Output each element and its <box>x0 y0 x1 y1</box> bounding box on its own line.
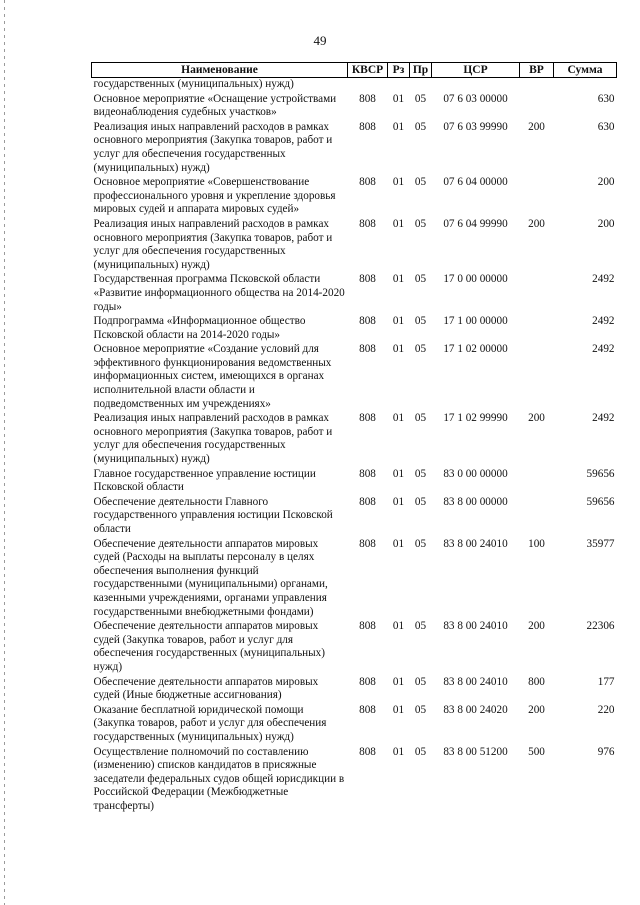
cell-sum <box>554 78 617 93</box>
cell-name: государственных (муниципальных) нужд) <box>93 78 294 90</box>
cell-sum: 59656 <box>586 467 615 480</box>
cell-kvsr: 808 <box>359 537 376 550</box>
cell-vr <box>520 343 554 412</box>
cell-sum: 2492 <box>592 315 615 328</box>
cell-rz: 01 <box>392 537 405 550</box>
cell-csr: 07 6 03 99990 <box>443 120 508 133</box>
cell-rz: 01 <box>392 745 405 758</box>
table-row <box>92 538 617 621</box>
cell-kvsr: 808 <box>359 412 376 425</box>
cell-name: Обеспечение деятельности аппаратов мировых судей (Иные бюджетные ассигнования) <box>93 675 319 702</box>
cell-kvsr: 808 <box>359 176 376 189</box>
cell-rz: 01 <box>392 412 405 425</box>
cell-sum: 22306 <box>586 620 615 633</box>
cell-sum: 2492 <box>592 343 615 356</box>
header-rz: Рз <box>388 63 410 78</box>
cell-csr: 83 8 00 24020 <box>443 703 508 716</box>
cell-pr: 05 <box>414 620 427 633</box>
cell-csr: 83 8 00 24010 <box>443 537 508 550</box>
cell-pr: 05 <box>414 92 427 105</box>
cell-sum: 200 <box>597 217 615 230</box>
table-row <box>92 121 617 176</box>
header-pr: Пр <box>410 63 432 78</box>
cell-name: Основное мероприятие «Создание условий для эффективного функционирования ведомственных информационных систем, имеющихся в органах исполнительной власти области и подведомственных им учреждениях» <box>93 343 332 410</box>
cell-sum: 200 <box>597 176 615 189</box>
cell-name: Государственная программа Псковской области «Развитие информационного общества на 2014-2020 годы» <box>93 273 345 313</box>
table-row <box>92 704 617 746</box>
cell-vr <box>520 93 554 121</box>
cell-pr: 05 <box>414 467 427 480</box>
table-row <box>92 676 617 704</box>
cell-pr: 05 <box>414 495 427 508</box>
cell-name: Подпрограмма «Информационное общество Псковской области на 2014-2020 годы» <box>93 315 306 341</box>
cell-sum: 220 <box>597 703 615 716</box>
cell-pr: 05 <box>414 537 427 550</box>
table-row <box>92 78 617 93</box>
cell-rz: 01 <box>392 120 405 133</box>
budget-table <box>91 62 617 814</box>
table-row <box>92 176 617 218</box>
cell-vr <box>520 496 554 538</box>
cell-vr <box>520 468 554 496</box>
table-row <box>92 218 617 273</box>
cell-pr: 05 <box>414 745 427 758</box>
cell-vr: 200 <box>528 217 545 230</box>
cell-sum: 177 <box>597 675 615 688</box>
cell-name: Обеспечение деятельности аппаратов мировых судей (Расходы на выплаты персоналу в целях обеспечения выполнения функций государственными (муниципальными) органами, казенными учреждениями, органами управления государственными внебюджетными фондами) <box>93 537 328 618</box>
table-body <box>92 78 617 815</box>
cell-vr: 100 <box>528 537 545 550</box>
cell-kvsr: 808 <box>359 315 376 328</box>
cell-pr: 05 <box>414 217 427 230</box>
cell-csr: 83 8 00 00000 <box>443 495 508 508</box>
cell-pr: 05 <box>414 315 427 328</box>
cell-vr: 200 <box>528 120 545 133</box>
cell-vr: 200 <box>528 703 545 716</box>
table-row <box>92 746 617 815</box>
cell-name: Реализация иных направлений расходов в рамках основного мероприятия (Закупка товаров, работ и услуг для обеспечения государственных (муниципальных) нужд) <box>93 412 333 466</box>
cell-csr: 17 1 00 00000 <box>443 315 508 328</box>
cell-csr: 07 6 04 00000 <box>443 176 508 189</box>
header-name: Наименование <box>92 63 348 78</box>
cell-vr <box>520 176 554 218</box>
cell-sum: 630 <box>597 120 615 133</box>
cell-vr <box>520 315 554 343</box>
header-vr: ВР <box>520 63 554 78</box>
cell-pr: 05 <box>414 343 427 356</box>
cell-kvsr: 808 <box>359 745 376 758</box>
cell-rz: 01 <box>392 620 405 633</box>
cell-name: Оказание бесплатной юридической помощи (Закупка товаров, работ и услуг для обеспечения государственных (муниципальных) нужд) <box>93 703 327 743</box>
cell-name: Обеспечение деятельности Главного государственного управления юстиции Псковской области <box>93 495 333 535</box>
cell-kvsr: 808 <box>359 120 376 133</box>
cell-sum: 35977 <box>586 537 615 550</box>
cell-vr <box>520 273 554 315</box>
cell-rz: 01 <box>392 315 405 328</box>
cell-rz: 01 <box>392 495 405 508</box>
cell-csr: 17 0 00 00000 <box>443 273 508 286</box>
cell-rz: 01 <box>392 467 405 480</box>
table-row <box>92 315 617 343</box>
cell-rz: 01 <box>392 176 405 189</box>
cell-vr: 500 <box>528 745 545 758</box>
cell-sum: 2492 <box>592 273 615 286</box>
cell-name: Реализация иных направлений расходов в рамках основного мероприятия (Закупка товаров, работ и услуг для обеспечения государственных (муниципальных) нужд) <box>93 120 333 174</box>
page-number: 49 <box>313 33 327 48</box>
cell-kvsr: 808 <box>359 620 376 633</box>
cell-pr: 05 <box>414 675 427 688</box>
cell-rz: 01 <box>392 217 405 230</box>
cell-csr: 83 8 00 24010 <box>443 675 508 688</box>
cell-name: Основное мероприятие «Оснащение устройствами видеонаблюдения судебных участков» <box>93 92 337 119</box>
cell-sum: 59656 <box>586 495 615 508</box>
header-kvsr: КВСР <box>348 63 388 78</box>
cell-rz: 01 <box>392 675 405 688</box>
cell-sum: 2492 <box>592 412 615 425</box>
table-row <box>92 468 617 496</box>
cell-kvsr: 808 <box>359 703 376 716</box>
cell-vr: 200 <box>528 620 545 633</box>
cell-csr: 07 6 04 99990 <box>443 217 508 230</box>
header-csr: ЦСР <box>432 63 520 78</box>
cell-pr <box>410 78 432 93</box>
cell-vr <box>520 78 554 93</box>
cell-pr: 05 <box>414 703 427 716</box>
scan-left-edge <box>4 0 5 905</box>
cell-csr: 83 8 00 51200 <box>443 745 508 758</box>
cell-vr: 200 <box>528 412 545 425</box>
table-header-row <box>92 63 617 78</box>
table-row <box>92 93 617 121</box>
cell-kvsr <box>348 78 388 93</box>
cell-kvsr: 808 <box>359 273 376 286</box>
cell-name: Основное мероприятие «Совершенствование профессионального уровня и укрепление здоровья мировых судей и аппарата мировых судей» <box>93 176 336 216</box>
cell-pr: 05 <box>414 120 427 133</box>
cell-csr: 07 6 03 00000 <box>443 92 508 105</box>
cell-rz: 01 <box>392 703 405 716</box>
cell-kvsr: 808 <box>359 675 376 688</box>
cell-csr: 17 1 02 00000 <box>443 343 508 356</box>
cell-pr: 05 <box>414 412 427 425</box>
cell-name: Осуществление полномочий по составлению (изменению) списков кандидатов в присяжные заседатели федеральных судов общей юрисдикции в Российской Федерации (Межбюджетные трансферты) <box>93 745 345 812</box>
cell-kvsr: 808 <box>359 343 376 356</box>
cell-pr: 05 <box>414 176 427 189</box>
cell-rz <box>388 78 410 93</box>
cell-csr <box>432 78 520 93</box>
cell-name: Главное государственное управление юстиции Псковской области <box>93 467 316 494</box>
cell-name: Реализация иных направлений расходов в рамках основного мероприятия (Закупка товаров, работ и услуг для обеспечения государственных (муниципальных) нужд) <box>93 217 333 271</box>
table-row <box>92 273 617 315</box>
cell-kvsr: 808 <box>359 495 376 508</box>
cell-sum: 976 <box>597 745 615 758</box>
header-sum: Сумма <box>554 63 617 78</box>
cell-kvsr: 808 <box>359 92 376 105</box>
cell-csr: 83 8 00 24010 <box>443 620 508 633</box>
cell-rz: 01 <box>392 273 405 286</box>
table-row <box>92 496 617 538</box>
table-row <box>92 620 617 675</box>
cell-rz: 01 <box>392 343 405 356</box>
cell-name: Обеспечение деятельности аппаратов мировых судей (Закупка товаров, работ и услуг для обеспечения государственных (муниципальных) нужд) <box>93 620 325 673</box>
table-row <box>92 343 617 412</box>
cell-csr: 83 0 00 00000 <box>443 467 508 480</box>
cell-vr: 800 <box>528 675 545 688</box>
cell-kvsr: 808 <box>359 467 376 480</box>
cell-sum: 630 <box>597 92 615 105</box>
table-row <box>92 412 617 467</box>
cell-rz: 01 <box>392 92 405 105</box>
cell-pr: 05 <box>414 273 427 286</box>
cell-kvsr: 808 <box>359 217 376 230</box>
cell-csr: 17 1 02 99990 <box>443 412 508 425</box>
